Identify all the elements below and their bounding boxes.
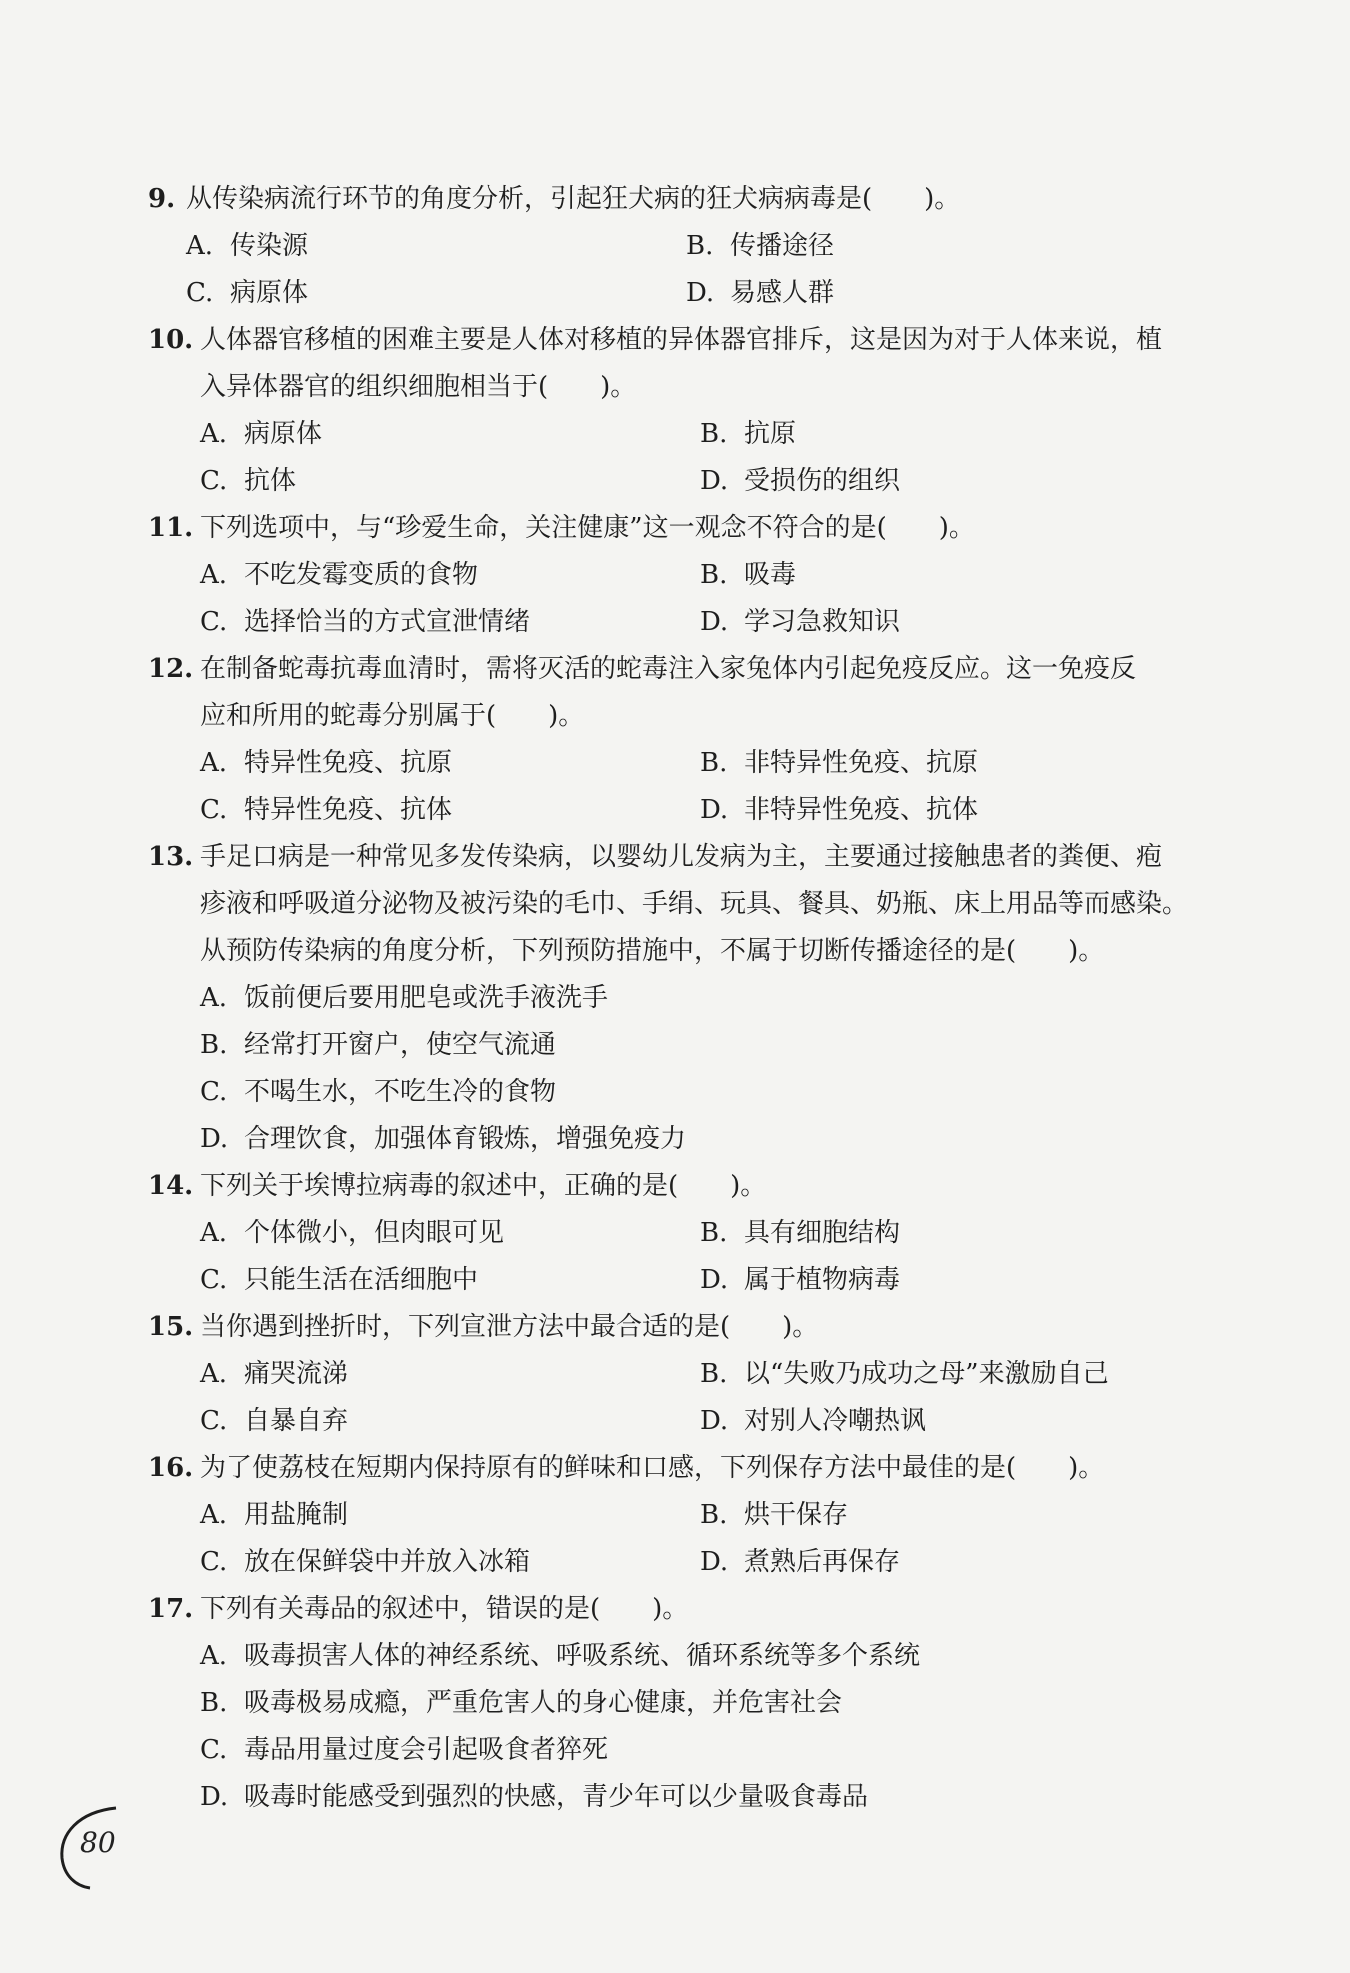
question-11 (148, 505, 1228, 552)
question-list (148, 176, 1228, 1821)
option-text: 特异性免疫、抗原 (244, 748, 453, 778)
option-text: 对别人冷嘲热讽 (744, 1406, 927, 1436)
page-number-badge (56, 1802, 126, 1892)
option-a (200, 975, 1200, 1022)
option-text: 以“失败乃成功之母”来激励自己 (744, 1359, 1109, 1389)
option-letter: A. (200, 560, 228, 590)
option-text: 煮熟后再保存 (744, 1547, 901, 1577)
option-d (200, 1116, 1200, 1163)
option-a (200, 1351, 700, 1398)
option-text: 不吃发霉变质的食物 (244, 560, 479, 590)
option-b (200, 1680, 1200, 1727)
option-letter: B. (200, 1030, 228, 1060)
option-text: 用盐腌制 (244, 1500, 349, 1530)
option-text: 具有细胞结构 (744, 1218, 901, 1248)
option-c (200, 599, 700, 646)
option-a (200, 1492, 700, 1539)
question-14 (148, 1163, 1228, 1210)
question-12-options (200, 740, 1228, 834)
option-letter: C. (200, 607, 228, 637)
option-d (700, 458, 1200, 505)
option-d (700, 1257, 1200, 1304)
option-letter: D. (200, 1782, 229, 1812)
option-letter: C. (186, 278, 214, 308)
option-letter: C. (200, 1406, 228, 1436)
option-text: 受损伤的组织 (744, 466, 901, 496)
question-stem-line: 在制备蛇毒抗毒血清时，需将灭活的蛇毒注入家兔体内引起免疫反应。这一免疫反 (200, 654, 1137, 684)
option-text: 易感人群 (730, 278, 835, 308)
option-text: 经常打开窗户，使空气流通 (244, 1030, 557, 1060)
question-10 (148, 317, 1228, 411)
option-d (700, 599, 1200, 646)
option-letter: A. (200, 1218, 228, 1248)
question-number: 15. (148, 1312, 194, 1342)
option-b (686, 223, 1186, 270)
option-text: 传播途径 (730, 231, 835, 261)
option-letter: D. (200, 1124, 229, 1154)
option-text: 只能生活在活细胞中 (244, 1265, 479, 1295)
option-letter: B. (700, 1500, 728, 1530)
question-stem-line: 从预防传染病的角度分析，下列预防措施中，不属于切断传播途径的是( )。 (200, 936, 1105, 966)
option-text: 非特异性免疫、抗体 (744, 795, 979, 825)
option-letter: C. (200, 466, 228, 496)
option-text: 特异性免疫、抗体 (244, 795, 453, 825)
option-d (686, 270, 1186, 317)
option-c (186, 270, 686, 317)
option-text: 合理饮食，加强体育锻炼，增强免疫力 (244, 1124, 687, 1154)
question-14-options (200, 1210, 1228, 1304)
option-letter: B. (686, 231, 714, 261)
question-10-options (200, 411, 1228, 505)
question-number: 10. (148, 325, 194, 355)
option-c (200, 1069, 1200, 1116)
option-letter: A. (200, 748, 228, 778)
option-d (700, 1398, 1200, 1445)
option-letter: D. (700, 1406, 729, 1436)
option-text: 病原体 (244, 419, 323, 449)
option-letter: D. (700, 795, 729, 825)
option-b (200, 1022, 1200, 1069)
option-c (200, 1727, 1200, 1774)
option-letter: C. (200, 1077, 228, 1107)
option-text: 吸毒损害人体的神经系统、呼吸系统、循环系统等多个系统 (244, 1641, 921, 1671)
option-a (200, 411, 700, 458)
option-text: 学习急救知识 (744, 607, 901, 637)
question-number: 12. (148, 654, 194, 684)
option-text: 痛哭流涕 (244, 1359, 349, 1389)
question-16 (148, 1445, 1228, 1492)
question-number: 11. (148, 513, 194, 543)
question-number: 9. (148, 184, 176, 214)
question-stem-line: 疹液和呼吸道分泌物及被污染的毛巾、手绢、玩具、餐具、奶瓶、床上用品等而感染。 (200, 889, 1189, 919)
question-9 (148, 176, 1228, 223)
option-text: 抗原 (744, 419, 797, 449)
option-a (200, 740, 700, 787)
question-17-options (200, 1633, 1228, 1821)
option-c (200, 1257, 700, 1304)
option-b (700, 740, 1200, 787)
option-letter: B. (700, 748, 728, 778)
option-text: 非特异性免疫、抗原 (744, 748, 979, 778)
option-b (700, 411, 1200, 458)
option-letter: A. (200, 983, 228, 1013)
option-letter: A. (200, 1641, 228, 1671)
question-stem-line: 应和所用的蛇毒分别属于( )。 (200, 701, 585, 731)
option-letter: A. (186, 231, 214, 261)
option-letter: B. (700, 1359, 728, 1389)
question-13 (148, 834, 1228, 975)
option-text: 毒品用量过度会引起吸食者猝死 (244, 1735, 609, 1765)
option-letter: D. (686, 278, 715, 308)
question-stem-line: 手足口病是一种常见多发传染病，以婴幼儿发病为主，主要通过接触患者的粪便、疱 (200, 842, 1163, 872)
option-letter: A. (200, 1500, 228, 1530)
question-number: 17. (148, 1594, 194, 1624)
option-letter: D. (700, 607, 729, 637)
question-stem: 下列有关毒品的叙述中，错误的是( )。 (200, 1594, 689, 1624)
option-letter: B. (200, 1688, 228, 1718)
option-text: 烘干保存 (744, 1500, 849, 1530)
option-c (200, 1398, 700, 1445)
question-stem: 从传染病流行环节的角度分析，引起狂犬病的狂犬病病毒是( )。 (186, 184, 961, 214)
option-c (200, 787, 700, 834)
question-15 (148, 1304, 1228, 1351)
question-number: 14. (148, 1171, 194, 1201)
page-number: 80 (80, 1826, 116, 1859)
option-text: 个体微小，但肉眼可见 (244, 1218, 505, 1248)
option-b (700, 1492, 1200, 1539)
question-number: 16. (148, 1453, 194, 1483)
option-letter: B. (700, 560, 728, 590)
question-12 (148, 646, 1228, 740)
option-text: 选择恰当的方式宣泄情绪 (244, 607, 531, 637)
option-a (186, 223, 686, 270)
question-stem-line: 人体器官移植的困难主要是人体对移植的异体器官排斥，这是因为对于人体来说，植 (200, 325, 1163, 355)
option-d (700, 787, 1200, 834)
question-16-options (200, 1492, 1228, 1586)
option-text: 传染源 (230, 231, 309, 261)
option-text: 属于植物病毒 (744, 1265, 901, 1295)
option-a (200, 552, 700, 599)
option-letter: D. (700, 466, 729, 496)
option-b (700, 1210, 1200, 1257)
option-letter: A. (200, 1359, 228, 1389)
option-letter: D. (700, 1547, 729, 1577)
option-text: 不喝生水，不吃生冷的食物 (244, 1077, 557, 1107)
option-text: 吸毒时能感受到强烈的快感，青少年可以少量吸食毒品 (244, 1782, 869, 1812)
option-letter: C. (200, 1265, 228, 1295)
question-stem: 当你遇到挫折时，下列宣泄方法中最合适的是( )。 (200, 1312, 819, 1342)
question-stem: 下列选项中，与“珍爱生命，关注健康”这一观念不符合的是( )。 (200, 513, 975, 543)
question-stem-line: 入异体器官的组织细胞相当于( )。 (200, 372, 637, 402)
question-13-options (200, 975, 1228, 1163)
question-stem: 下列关于埃博拉病毒的叙述中，正确的是( )。 (200, 1171, 767, 1201)
option-a (200, 1210, 700, 1257)
option-text: 抗体 (244, 466, 297, 496)
question-stem: 为了使荔枝在短期内保持原有的鲜味和口感，下列保存方法中最佳的是( )。 (200, 1453, 1105, 1483)
option-text: 病原体 (230, 278, 309, 308)
option-a (200, 1633, 1200, 1680)
question-15-options (200, 1351, 1228, 1445)
option-c (200, 458, 700, 505)
option-b (700, 552, 1200, 599)
option-b (700, 1351, 1200, 1398)
option-c (200, 1539, 700, 1586)
option-text: 放在保鲜袋中并放入冰箱 (244, 1547, 531, 1577)
question-11-options (200, 552, 1228, 646)
option-text: 饭前便后要用肥皂或洗手液洗手 (244, 983, 609, 1013)
option-letter: C. (200, 795, 228, 825)
option-d (200, 1774, 1200, 1821)
option-text: 吸毒 (744, 560, 797, 590)
question-9-options (186, 223, 1228, 317)
question-number: 13. (148, 842, 194, 872)
option-text: 自暴自弃 (244, 1406, 349, 1436)
option-letter: C. (200, 1735, 228, 1765)
option-letter: B. (700, 419, 728, 449)
option-letter: A. (200, 419, 228, 449)
question-17 (148, 1586, 1228, 1633)
option-letter: B. (700, 1218, 728, 1248)
option-d (700, 1539, 1200, 1586)
option-letter: C. (200, 1547, 228, 1577)
option-letter: D. (700, 1265, 729, 1295)
option-text: 吸毒极易成瘾，严重危害人的身心健康，并危害社会 (244, 1688, 843, 1718)
